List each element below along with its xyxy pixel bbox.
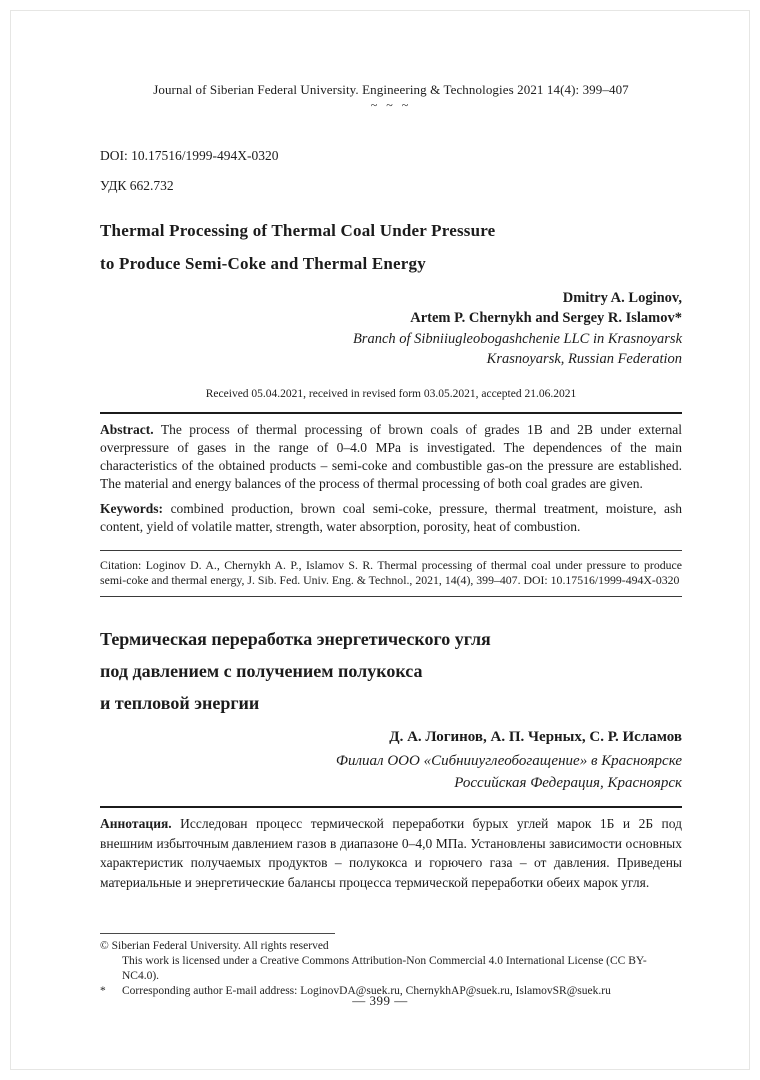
title-russian-line-1: Термическая переработка энергетического угля xyxy=(100,629,491,649)
journal-header-line: Journal of Siberian Federal University. Engineering & Technologies 2021 14(4): 399–407 xyxy=(153,82,629,97)
title-russian-line-2: под давлением с получением полукокса xyxy=(100,661,423,681)
abstract-paragraph xyxy=(100,421,682,493)
authors-english xyxy=(100,288,682,328)
title-english-line-2: to Produce Semi-Coke and Thermal Energy xyxy=(100,254,426,273)
corresponding-author-text: Corresponding author E-mail address: LoginovDA@suek.ru, ChernykhAP@suek.ru, IslamovSR@suek.ru xyxy=(122,985,611,997)
article-content xyxy=(100,82,682,892)
affiliation-english-line-2: Krasnoyarsk, Russian Federation xyxy=(486,351,682,367)
page-number: — 399 — xyxy=(352,993,408,1008)
authors-english-line-1: Dmitry A. Loginov, xyxy=(562,290,682,306)
keywords-text: combined production, brown coal semi-coke, pressure, thermal treatment, moisture, ash content, yield of volatile matter, strength, water absorption, porosity, heat of combustion. xyxy=(100,501,683,534)
citation-block xyxy=(100,550,682,597)
affiliation-russian xyxy=(100,750,682,794)
footnotes-block xyxy=(100,933,682,999)
keywords-paragraph xyxy=(100,500,682,536)
affiliation-english xyxy=(100,329,682,369)
title-russian-line-3: и тепловой энергии xyxy=(100,693,260,713)
received-dates-line: Received 05.04.2021, received in revised form 03.05.2021, accepted 21.06.2021 xyxy=(205,388,577,400)
annotation-top-rule xyxy=(100,806,682,808)
citation-text: Citation: Loginov D. A., Chernykh A. P., Islamov S. R. Thermal processing of thermal coal under pressure to produce semi-coke and thermal energy, J. Sib. Fed. Univ. Eng. & Technol., 2021, 14(4), 399–407. DOI: 10.17516/1999-494X-0320 xyxy=(100,558,682,587)
abstract-top-rule xyxy=(100,412,682,414)
footnote-asterisk: * xyxy=(100,985,106,997)
article-title-english xyxy=(100,214,682,280)
license-line: This work is licensed under a Creative Commons Attribution-Non Commercial 4.0 International License (CC BY-NC4.0). xyxy=(122,955,647,982)
annotation-paragraph xyxy=(100,814,682,892)
annotation-label: Аннотация. xyxy=(100,816,172,831)
authors-english-line-2: Artem P. Chernykh and Sergey R. Islamov* xyxy=(410,310,682,326)
footnote-separator-rule xyxy=(100,933,335,934)
authors-russian: Д. А. Логинов, А. П. Черных, С. Р. Исламов xyxy=(389,729,682,745)
affiliation-russian-line-2: Российская Федерация, Красноярск xyxy=(454,775,682,791)
header-ornament: ~ ~ ~ xyxy=(370,98,412,112)
copyright-line: © Siberian Federal University. All rights reserved xyxy=(100,940,329,952)
article-title-russian xyxy=(100,623,682,719)
annotation-text: Исследован процесс термической переработки бурых углей марок 1Б и 2Б под внешним избыточным давлением газов в диапазоне 0–4,0 МПа. Установлены зависимости основных характеристик получаемых продуктов – полукокса и горючего газа – от давления. Приведены материальные и энергетические балансы процесса термической переработки обеих марок угля. xyxy=(100,816,683,890)
keywords-label: Keywords: xyxy=(100,501,163,516)
abstract-label: Abstract. xyxy=(100,422,154,437)
affiliation-english-line-1: Branch of Sibniiugleobogashchenie LLC in Krasnoyarsk xyxy=(352,331,682,347)
doi-line: DOI: 10.17516/1999-494X-0320 xyxy=(100,148,279,163)
abstract-text: The process of thermal processing of brown coals of grades 1B and 2B under external overpressure of gases in the range of 0–4.0 MPa is investigated. The dependences of the main characteristics of the obtained products – semi-coke and combustible gas-on the pressure are established. The material and energy balances of the process of thermal processing of both coal grades are given. xyxy=(100,422,683,491)
affiliation-russian-line-1: Филиал ООО «Сибнииуглеобогащение» в Красноярске xyxy=(335,753,682,769)
udc-line: УДК 662.732 xyxy=(100,178,174,193)
title-english-line-1: Thermal Processing of Thermal Coal Under Pressure xyxy=(100,221,496,240)
